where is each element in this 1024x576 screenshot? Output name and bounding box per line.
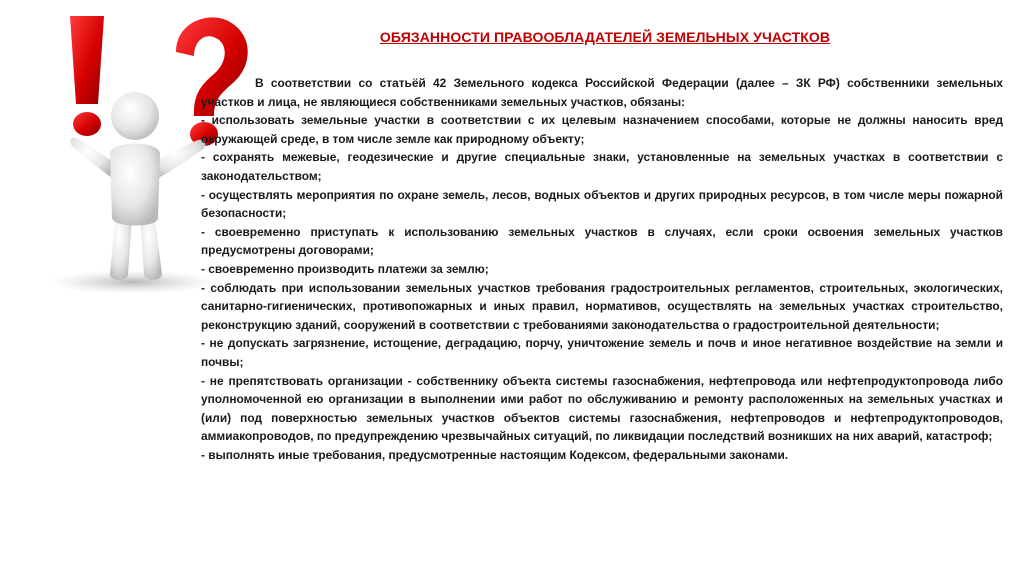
intro-paragraph: В соответствии со статьёй 42 Земельного кодекса Российской Федерации (далее – ЗК РФ) собственники земельных участков и лица, не являющиеся собственниками земельных участков, обязаны: xyxy=(201,76,1003,109)
slide-body xyxy=(201,74,1003,464)
list-item: - не препятствовать организации - собственнику объекта системы газоснабжения, нефтепровода или нефтепродуктопровода либо уполномоченной ею организации в выполнении ими работ по обслуживанию и ремонту расположенных на земельных участках и (или) под поверхностью земельных участков объектов системы газоснабжения, нефтепроводов и нефтепродуктопроводов, аммиакопроводов, по предупреждению чрезвычайных ситуаций, по ликвидации последствий возникших на них аварий, катастроф; xyxy=(201,373,1003,444)
list-item: - соблюдать при использовании земельных участков требования градостроительных регламентов, строительных, экологических, санитарно-гигиенических, противопожарных и иных правил, нормативов, осуществлять на земельных участках строительство, реконструкцию зданий, сооружений в соответствии с требованиями законодательства о градостроительной деятельности; xyxy=(201,280,1003,332)
list-item: - выполнять иные требования, предусмотренные настоящим Кодексом, федеральными законами. xyxy=(201,447,789,462)
list-item: - осуществлять мероприятия по охране земель, лесов, водных объектов и других природных ресурсов, в том числе меры пожарной безопасности; xyxy=(201,187,1003,221)
list-item: - использовать земельные участки в соответствии с их целевым назначением способами, которые не должны наносить вред окружающей среде, в том числе земле как природному объекту; xyxy=(201,113,1003,146)
list-item: - сохранять межевые, геодезические и другие специальные знаки, установленные на земельных участках в соответствии с законодательством; xyxy=(201,150,1003,183)
list-item: - своевременно приступать к использованию земельных участков в случаях, если сроки освоения земельных участков предусмотрены договорами; xyxy=(201,224,1003,258)
list-item: - своевременно производить платежи за землю; xyxy=(201,261,489,276)
list-item: - не допускать загрязнение, истощение, деградацию, порчу, уничтожение земель и почв и иное негативное воздействие на земли и почвы; xyxy=(201,336,1003,369)
slide-title: ОБЯЗАННОСТИ ПРАВООБЛАДАТЕЛЕЙ ЗЕМЕЛЬНЫХ УЧАСТКОВ xyxy=(379,29,831,45)
